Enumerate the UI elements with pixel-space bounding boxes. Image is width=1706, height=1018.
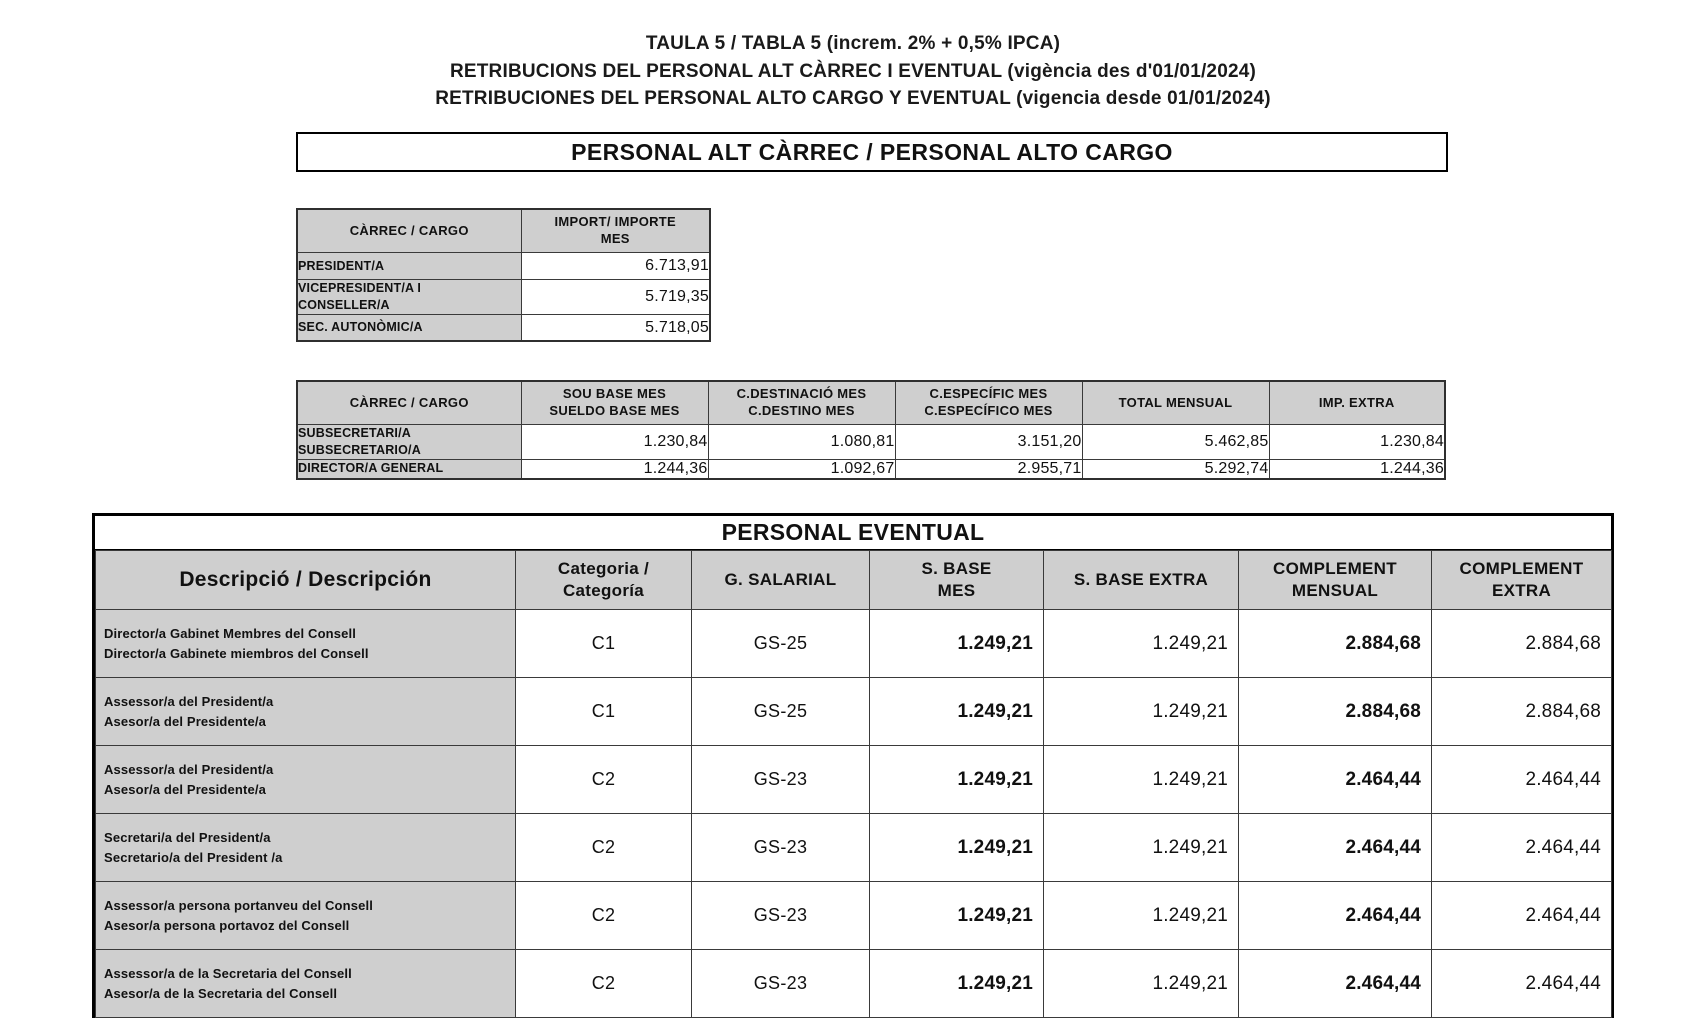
cell-complement-mensual: 2.884,68 bbox=[1239, 610, 1432, 678]
col-header-destinacio-line1: C.DESTINACIÓ MES bbox=[736, 386, 867, 402]
col-header-categoria bbox=[516, 551, 692, 610]
cell-import-mes: 5.719,35 bbox=[521, 280, 710, 315]
cell-sou-base-mes: 1.230,84 bbox=[521, 425, 708, 460]
cell-descripcio bbox=[96, 610, 516, 678]
col-header-s-base-extra bbox=[1044, 551, 1239, 610]
table-row bbox=[297, 253, 710, 280]
cell-imp-extra: 1.244,36 bbox=[1269, 459, 1445, 479]
cell-s-base-extra: 1.249,21 bbox=[1044, 950, 1239, 1018]
cell-complement-extra: 2.884,68 bbox=[1432, 610, 1612, 678]
cell-categoria: C2 bbox=[516, 882, 692, 950]
cell-g-salarial: GS-23 bbox=[692, 746, 870, 814]
col-header-total-line1: TOTAL MENSUAL bbox=[1118, 394, 1233, 410]
title-line-1: TAULA 5 / TABLA 5 (increm. 2% + 0,5% IPCA) bbox=[645, 33, 1061, 54]
carrec-line1: VICEPRESIDENT/A I bbox=[298, 281, 422, 295]
descripcio-es: Asesor/a del Presidente/a bbox=[104, 781, 266, 797]
cell-s-base-mes: 1.249,21 bbox=[870, 950, 1044, 1018]
cell-categoria: C1 bbox=[516, 610, 692, 678]
cell-s-base-extra: 1.249,21 bbox=[1044, 746, 1239, 814]
col-header-especific-line1: C.ESPECÍFIC MES bbox=[929, 386, 1048, 402]
carrec-line1: PRESIDENT/A bbox=[298, 258, 385, 273]
cell-categoria: C2 bbox=[516, 814, 692, 882]
descripcio-ca: Secretari/a del President/a bbox=[104, 830, 271, 845]
col-header-c-especific-mes bbox=[895, 381, 1082, 425]
col-header-complement-extra-line2: EXTRA bbox=[1491, 581, 1552, 600]
col-header-s-base-line2: MES bbox=[937, 581, 976, 600]
cell-c-especific-mes: 2.955,71 bbox=[895, 459, 1082, 479]
cell-descripcio bbox=[96, 882, 516, 950]
cell-descripcio bbox=[96, 814, 516, 882]
table-alt-carrec-detall bbox=[296, 380, 1446, 480]
cell-complement-mensual: 2.464,44 bbox=[1239, 950, 1432, 1018]
col-header-carrec bbox=[297, 381, 521, 425]
col-header-sou-base-mes bbox=[521, 381, 708, 425]
cell-g-salarial: GS-23 bbox=[692, 882, 870, 950]
table-row bbox=[96, 882, 1612, 950]
cell-categoria: C2 bbox=[516, 746, 692, 814]
cell-c-destinacio-mes: 1.092,67 bbox=[708, 459, 895, 479]
carrec-line1: DIRECTOR/A GENERAL bbox=[298, 461, 444, 476]
col-header-complement-extra bbox=[1432, 551, 1612, 610]
cell-g-salarial: GS-25 bbox=[692, 610, 870, 678]
cell-g-salarial: GS-23 bbox=[692, 950, 870, 1018]
col-header-complement-mensual-line2: MENSUAL bbox=[1291, 581, 1379, 600]
banner-alt-carrec-label: PERSONAL ALT CÀRREC / PERSONAL ALTO CARGO bbox=[571, 138, 1173, 165]
col-header-complement-mensual bbox=[1239, 551, 1432, 610]
descripcio-ca: Assessor/a del President/a bbox=[104, 762, 274, 777]
cell-descripcio bbox=[96, 678, 516, 746]
table-row bbox=[297, 280, 710, 315]
descripcio-ca: Director/a Gabinet Membres del Consell bbox=[104, 626, 357, 641]
cell-categoria: C1 bbox=[516, 678, 692, 746]
table-row bbox=[96, 746, 1612, 814]
cell-s-base-mes: 1.249,21 bbox=[870, 746, 1044, 814]
cell-c-especific-mes: 3.151,20 bbox=[895, 425, 1082, 460]
descripcio-ca: Assessor/a de la Secretaria del Consell bbox=[104, 966, 352, 981]
col-header-destinacio-line2: C.DESTINO MES bbox=[748, 403, 855, 418]
col-header-import-line2: MES bbox=[600, 231, 630, 246]
col-header-s-base-line1: S. BASE bbox=[921, 558, 992, 578]
carrec-line1: SEC. AUTONÒMIC/A bbox=[298, 320, 423, 335]
descripcio-es: Asesor/a del Presidente/a bbox=[104, 713, 266, 729]
table-header-row bbox=[297, 381, 1445, 425]
col-header-descripcio-line1: Descripció / Descripción bbox=[179, 568, 432, 592]
descripcio-es: Asesor/a de la Secretaria del Consell bbox=[104, 985, 338, 1001]
descripcio-es: Asesor/a persona portavoz del Consell bbox=[104, 917, 350, 933]
cell-s-base-mes: 1.249,21 bbox=[870, 814, 1044, 882]
cell-sou-base-mes: 1.244,36 bbox=[521, 459, 708, 479]
cell-complement-extra: 2.464,44 bbox=[1432, 814, 1612, 882]
col-header-total-mensual bbox=[1082, 381, 1269, 425]
cell-s-base-extra: 1.249,21 bbox=[1044, 610, 1239, 678]
col-header-especific-line2: C.ESPECÍFICO MES bbox=[924, 403, 1053, 418]
col-header-carrec: CÀRREC / CARGO bbox=[297, 209, 521, 253]
table-row bbox=[297, 459, 1445, 479]
cell-carrec bbox=[297, 314, 521, 341]
cell-s-base-mes: 1.249,21 bbox=[870, 678, 1044, 746]
cell-carrec bbox=[297, 280, 521, 315]
cell-carrec bbox=[297, 253, 521, 280]
col-header-categoria-line1: Categoria / bbox=[557, 558, 650, 578]
cell-descripcio bbox=[96, 746, 516, 814]
banner-personal-eventual bbox=[95, 516, 1611, 550]
cell-g-salarial: GS-25 bbox=[692, 678, 870, 746]
cell-carrec bbox=[297, 459, 521, 479]
cell-complement-extra: 2.464,44 bbox=[1432, 950, 1612, 1018]
cell-g-salarial: GS-23 bbox=[692, 814, 870, 882]
col-header-complement-extra-line1: COMPLEMENT bbox=[1459, 558, 1584, 578]
col-header-g-salarial-line1: G. SALARIAL bbox=[724, 569, 837, 589]
col-header-descripcio bbox=[96, 551, 516, 610]
table-row bbox=[96, 814, 1612, 882]
col-header-s-base-mes bbox=[870, 551, 1044, 610]
table-alt-carrec-import bbox=[296, 208, 711, 342]
col-header-c-destinacio-mes bbox=[708, 381, 895, 425]
col-header-complement-mensual-line1: COMPLEMENT bbox=[1273, 558, 1397, 578]
cell-s-base-extra: 1.249,21 bbox=[1044, 882, 1239, 950]
table-header-row bbox=[96, 551, 1612, 610]
cell-carrec bbox=[297, 425, 521, 460]
descripcio-ca: Assessor/a del President/a bbox=[104, 694, 274, 709]
table-row bbox=[297, 314, 710, 341]
table-row bbox=[297, 425, 1445, 460]
cell-s-base-extra: 1.249,21 bbox=[1044, 814, 1239, 882]
cell-imp-extra: 1.230,84 bbox=[1269, 425, 1445, 460]
cell-total-mensual: 5.292,74 bbox=[1082, 459, 1269, 479]
col-header-carrec-line1: CÀRREC / CARGO bbox=[349, 394, 469, 410]
carrec-line2: CONSELLER/A bbox=[298, 297, 390, 312]
cell-complement-extra: 2.464,44 bbox=[1432, 882, 1612, 950]
descripcio-es: Secretario/a del President /a bbox=[104, 849, 283, 865]
carrec-line1: SUBSECRETARI/A bbox=[298, 426, 411, 440]
col-header-imp-extra-line1: IMP. EXTRA bbox=[1318, 394, 1395, 410]
descripcio-ca: Assessor/a persona portanveu del Consell bbox=[104, 898, 373, 913]
carrec-line2: SUBSECRETARIO/A bbox=[298, 442, 421, 457]
section-personal-eventual bbox=[92, 513, 1614, 1018]
cell-categoria: C2 bbox=[516, 950, 692, 1018]
cell-s-base-mes: 1.249,21 bbox=[870, 882, 1044, 950]
cell-total-mensual: 5.462,85 bbox=[1082, 425, 1269, 460]
col-header-import-mes bbox=[521, 209, 710, 253]
col-header-imp-extra bbox=[1269, 381, 1445, 425]
title-line-3: RETRIBUCIONES DEL PERSONAL ALTO CARGO Y EVENTUAL (vigencia desde 01/01/2024) bbox=[435, 88, 1271, 110]
cell-c-destinacio-mes: 1.080,81 bbox=[708, 425, 895, 460]
col-header-import-line1: IMPORT/ IMPORTE bbox=[554, 214, 676, 230]
cell-complement-mensual: 2.884,68 bbox=[1239, 678, 1432, 746]
table-header-row bbox=[297, 209, 710, 253]
document-title-block bbox=[0, 0, 1706, 113]
table-personal-eventual bbox=[95, 550, 1612, 1018]
cell-complement-extra: 2.464,44 bbox=[1432, 746, 1612, 814]
cell-s-base-mes: 1.249,21 bbox=[870, 610, 1044, 678]
banner-personal-alt-carrec bbox=[296, 132, 1448, 172]
cell-complement-extra: 2.884,68 bbox=[1432, 678, 1612, 746]
col-header-sou-base-line1: SOU BASE MES bbox=[562, 386, 667, 402]
banner-eventual-label: PERSONAL EVENTUAL bbox=[721, 519, 985, 545]
cell-import-mes: 5.718,05 bbox=[521, 314, 710, 341]
col-header-categoria-line2: Categoría bbox=[562, 581, 645, 600]
descripcio-es: Director/a Gabinete miembros del Consell bbox=[104, 645, 369, 661]
cell-complement-mensual: 2.464,44 bbox=[1239, 882, 1432, 950]
cell-s-base-extra: 1.249,21 bbox=[1044, 678, 1239, 746]
col-header-g-salarial bbox=[692, 551, 870, 610]
table-row bbox=[96, 610, 1612, 678]
cell-import-mes: 6.713,91 bbox=[521, 253, 710, 280]
col-header-s-base-extra-line1: S. BASE EXTRA bbox=[1073, 569, 1209, 589]
title-line-2: RETRIBUCIONS DEL PERSONAL ALT CÀRREC I EVENTUAL (vigència des d'01/01/2024) bbox=[449, 60, 1257, 82]
cell-complement-mensual: 2.464,44 bbox=[1239, 746, 1432, 814]
cell-complement-mensual: 2.464,44 bbox=[1239, 814, 1432, 882]
table-row bbox=[96, 678, 1612, 746]
col-header-sou-base-line2: SUELDO BASE MES bbox=[549, 403, 680, 418]
